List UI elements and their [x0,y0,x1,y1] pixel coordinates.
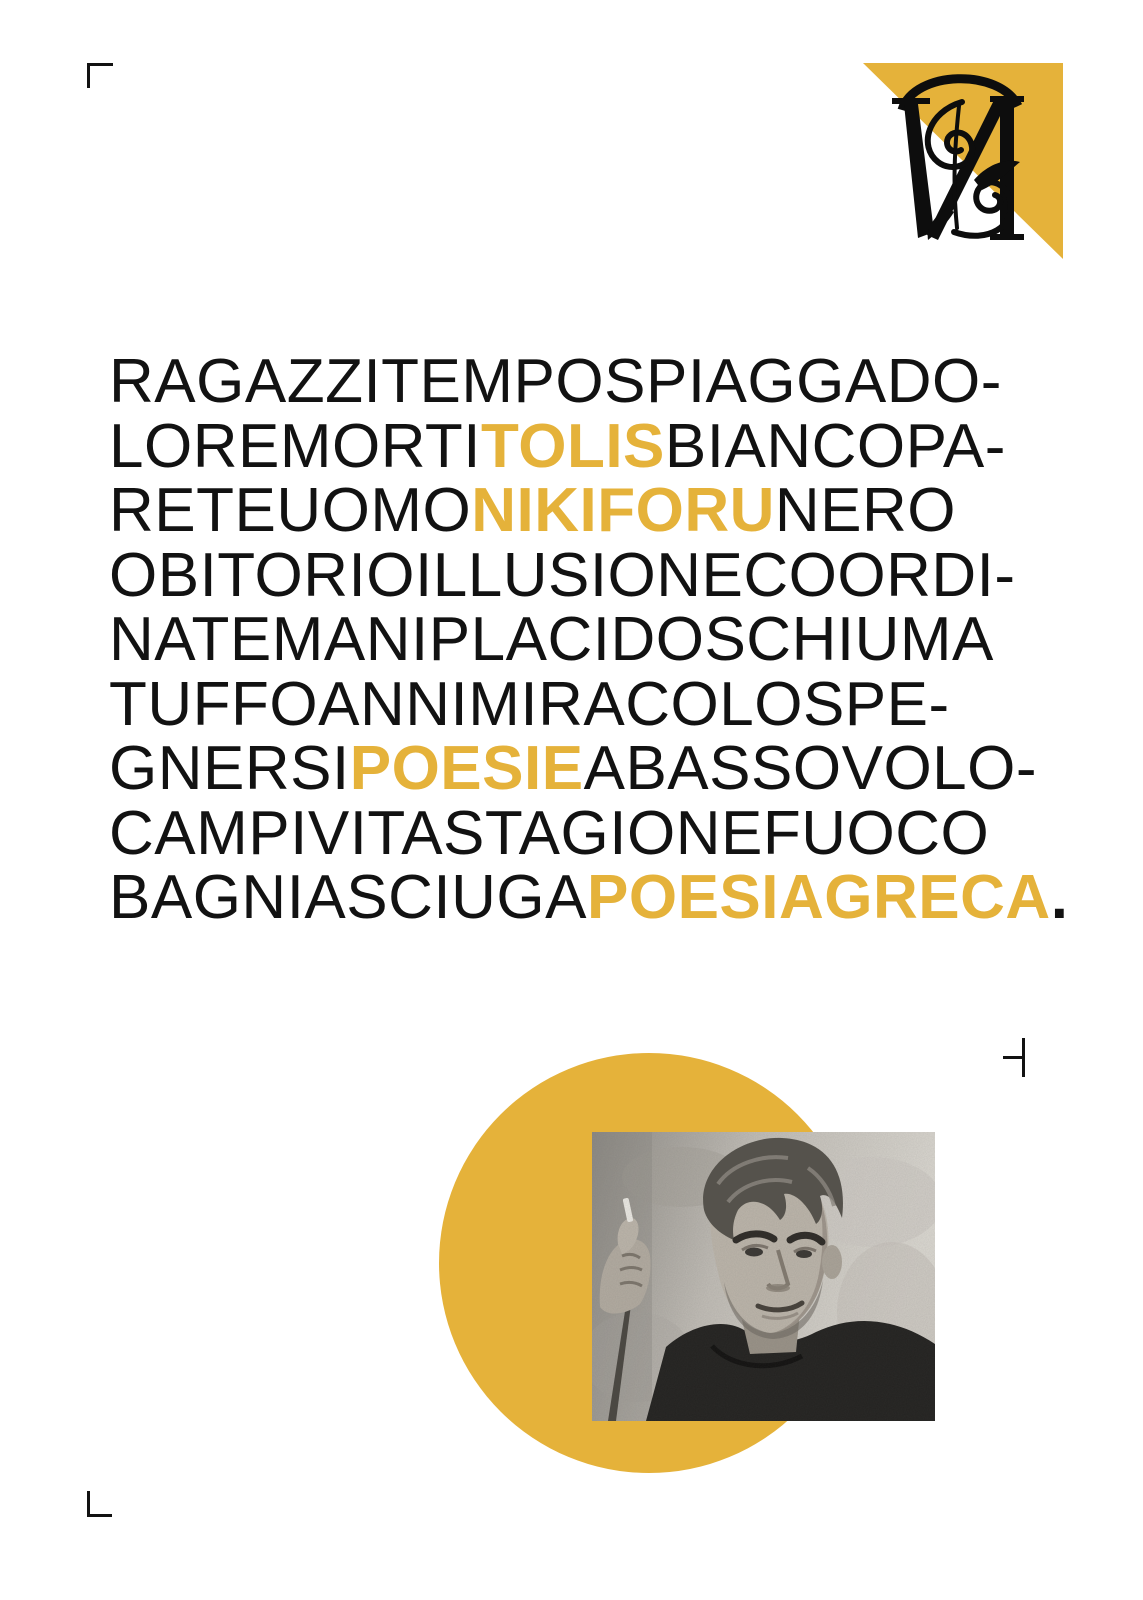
headline-word: RETEUOMO [109,476,472,545]
headline-line [109,669,1068,739]
headline-word: NATEMANIPLACIDOSCHIUMA [109,605,994,674]
headline-word: BAGNIASCIUGA [109,863,587,932]
headline-word: OBITORIOILLUSIONECOORDI- [109,540,1016,610]
publisher-logo-graphic [858,60,1068,264]
headline-word: RAGAZZITEMPOSPIAGGADO- [109,347,1002,416]
headline-word: . [1050,863,1069,932]
photo-grain-overlay [592,1132,935,1421]
headline-line [109,863,1069,932]
headline-line [109,347,1068,416]
headline-highlight-word: NIKIFORU [471,476,775,545]
logo-monogram-icon [892,79,1024,240]
headline-highlight-word: POESIE [349,734,584,803]
headline-line [109,734,1068,803]
crop-mark-right-middle [1003,1038,1025,1077]
headline-wordcloud [109,347,1069,932]
headline-word: BIANCOPA- [664,411,1006,481]
headline-word: CAMPIVITASTAGIONEFUOCO [109,798,990,868]
headline-highlight-word: POESIAGRECA [587,863,1051,932]
headline-line [109,476,1068,545]
headline-word: NERO [774,476,957,545]
portrait-photo [592,1132,935,1421]
crop-mark-vertical [87,63,90,88]
headline-word: LOREMORTI [109,411,481,481]
headline-word: GNERSI [109,734,350,803]
headline-line [109,798,1068,868]
headline-highlight-word: TOLIS [480,411,665,481]
headline-word: ABASSOVOLO- [583,734,1038,803]
headline-line [109,411,1068,481]
headline-word: TUFFOANNIMIRACOLOSPE- [109,669,950,739]
publisher-logo [858,60,1068,264]
crop-mark-horizontal [87,1514,112,1517]
crop-mark-horizontal [87,63,113,66]
crop-mark-horizontal [1003,1056,1023,1059]
crop-mark-top-left [87,63,113,88]
headline-line [109,605,1068,674]
headline-line [109,540,1068,610]
crop-mark-bottom-left [87,1491,113,1517]
